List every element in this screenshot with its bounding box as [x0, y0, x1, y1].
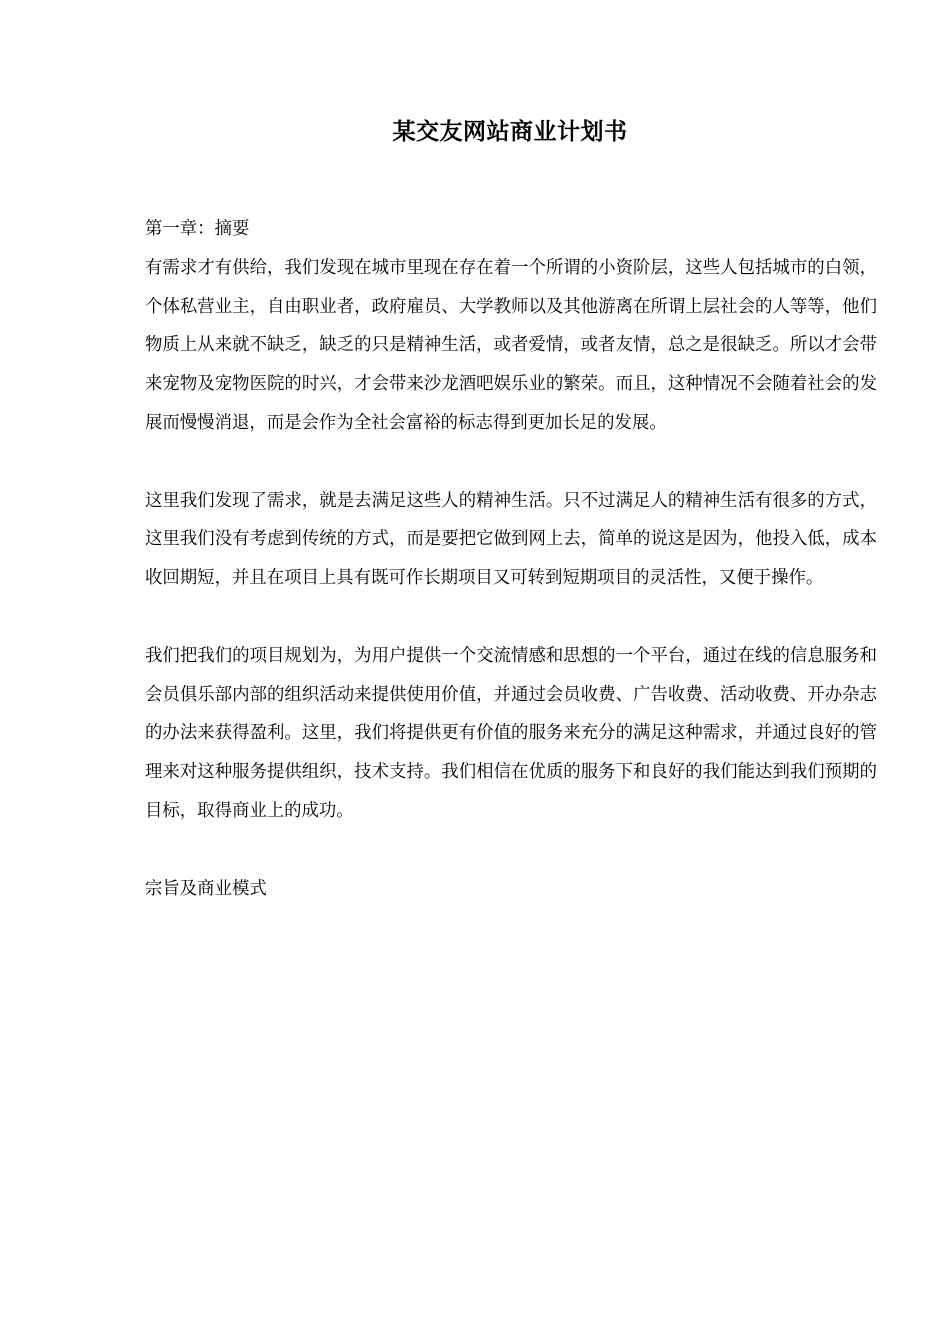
section-heading: 宗旨及商业模式 — [145, 878, 267, 899]
chapter-heading: 第一章：摘要 — [145, 219, 250, 239]
paragraph-spacer — [145, 443, 877, 482]
paragraph-summary-2: 这里我们发现了需求，就是去满足这些人的精神生活。只不过满足人的精神生活有很多的方式，这里我们没有考虑到传统的方式，而是要把它做到网上去，简单的说这是因为，他投入低，成本收回期短，并且在项目上具有既可作长期项目又可转到短期项目的灵活性，又便于操作。 — [145, 490, 877, 589]
document-title: 某交友网站商业计划书 — [392, 118, 628, 145]
paragraph-spacer — [145, 831, 877, 870]
paragraph-summary-3: 我们把我们的项目规划为，为用户提供一个交流情感和思想的一个平台，通过在线的信息服务和会员俱乐部内部的组织活动来提供使用价值，并通过会员收费、广告收费、活动收费、开办杂志的办法来获得盈利。这里，我们将提供更有价值的服务来充分的满足这种需求，并通过良好的管理来对这种服务提供组织，技术支持。我们相信在优质的服务下和良好的我们能达到我们预期的目标，取得商业上的成功。 — [145, 645, 877, 821]
paragraph-spacer — [145, 598, 877, 637]
document-body — [145, 210, 877, 908]
paragraph-summary-1: 有需求才有供给，我们发现在城市里现在存在着一个所谓的小资阶层，这些人包括城市的白领，个体私营业主，自由职业者，政府雇员、大学教师以及其他游离在所谓上层社会的人等等，他们物质上从来就不缺乏，缺乏的只是精神生活，或者爱情，或者友情，总之是很缺乏。所以才会带来宠物及宠物医院的时兴，才会带来沙龙酒吧娱乐业的繁荣。而且，这种情况不会随着社会的发展而慢慢消退，而是会作为全社会富裕的标志得到更加长足的发展。 — [145, 257, 877, 433]
